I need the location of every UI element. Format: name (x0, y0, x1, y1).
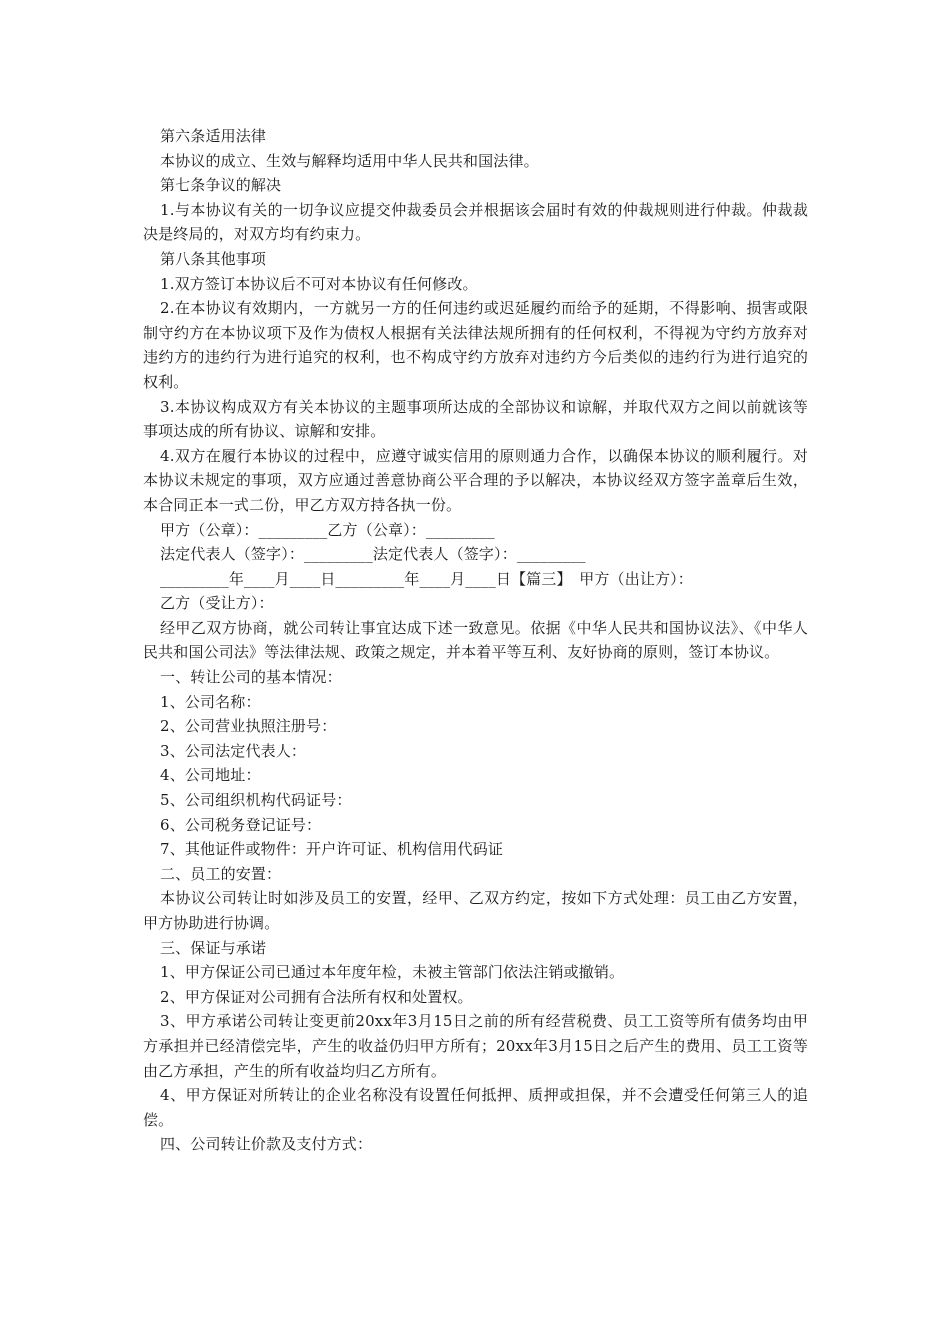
list-item: 4、公司地址： (160, 766, 261, 785)
paragraph: 3.本协议构成双方有关本协议的主题事项所达成的全部协议和谅解，并取代双方之间以前就该等事项达成的所有协议、谅解和安排。 (143, 397, 808, 441)
paragraph: 本协议的成立、生效与解释均适用中华人民共和国法律。 (160, 151, 539, 170)
list-item: 1、甲方保证公司已通过本年度年检，未被主管部门依法注销或撤销。 (160, 963, 625, 982)
list-item: 2、甲方保证对公司拥有合法所有权和处置权。 (160, 987, 473, 1006)
paragraph: 1.与本协议有关的一切争议应提交仲裁委员会并根据该会届时有效的仲裁规则进行仲裁。仲裁裁决是终局的，对双方均有约束力。 (143, 200, 808, 244)
signature-seal-line: 甲方（公章）：_________乙方（公章）：_________ (160, 520, 495, 539)
section-heading: 二、员工的安置： (160, 864, 282, 883)
section-heading: 三、保证与承诺 (160, 938, 267, 957)
list-item: 2、公司营业执照注册号： (160, 717, 337, 736)
list-item: 5、公司组织机构代码证号： (160, 791, 352, 810)
paragraph: 2.在本协议有效期内，一方就另一方的任何违约或迟延履约而给予的延期，不得影响、损害或限制守约方在本协议项下及作为债权人根据有关法律法规所拥有的任何权利，不得视为守约方放弃对违约方的违约行为进行追究的权利，也不构成守约方放弃对违约方今后类似的违约行为进行追究的权利。 (143, 299, 808, 391)
section-heading: 一、转让公司的基本情况： (160, 668, 342, 687)
document-page (143, 124, 808, 1157)
list-item: 3、甲方承诺公司转让变更前20xx年3月15日之前的所有经营税费、员工工资等所有债务均由甲方承担并已经清偿完毕，产生的收益仍归甲方所有；20xx年3月15日之后产生的费用、员工工资等由乙方承担，产生的所有收益均归乙方所有。 (143, 1012, 808, 1080)
heading-article-6: 第六条适用法律 (160, 127, 267, 145)
list-item: 4、甲方保证对所转让的企业名称没有设置任何抵押、质押或担保，并不会遭受任何第三人的追偿。 (143, 1086, 808, 1129)
paragraph: 经甲乙双方协商，就公司转让事宜达成下述一致意见。依据《中华人民共和国协议法》、《中华人民共和国公司法》等法律法规、政策之规定，并本着平等互利、友好协商的原则，签订本协议。 (143, 618, 808, 662)
section-heading: 四、公司转让价款及支付方式： (160, 1135, 373, 1154)
list-item: 3、公司法定代表人： (160, 741, 307, 760)
signature-representative-line: 法定代表人（签字）：_________法定代表人（签字）：_________ (160, 545, 586, 564)
paragraph: 本协议公司转让时如涉及员工的安置，经甲、乙双方约定，按如下方式处理：员工由乙方安置，甲方协助进行协调。 (143, 889, 808, 932)
party-b-line: 乙方（受让方）： (160, 594, 274, 613)
heading-article-7: 第七条争议的解决 (160, 176, 282, 195)
heading-article-8: 第八条其他事项 (160, 249, 267, 268)
signature-date-line: _________年____月____日_________年____月____日【篇三】 甲方（出让方）： (160, 569, 693, 588)
list-item: 7、其他证件或物件：开户许可证、机构信用代码证 (160, 840, 503, 859)
paragraph: 1.双方签订本协议后不可对本协议有任何修改。 (160, 274, 478, 293)
list-item: 1、公司名称： (160, 692, 261, 711)
list-item: 6、公司税务登记证号： (160, 815, 322, 834)
paragraph: 4.双方在履行本协议的过程中，应遵守诚实信用的原则通力合作，以确保本协议的顺利履行。对本协议未规定的事项，双方应通过善意协商公平合理的予以解决，本协议经双方签字盖章后生效，本合同正本一式二份，甲乙方双方持各执一份。 (143, 446, 808, 514)
